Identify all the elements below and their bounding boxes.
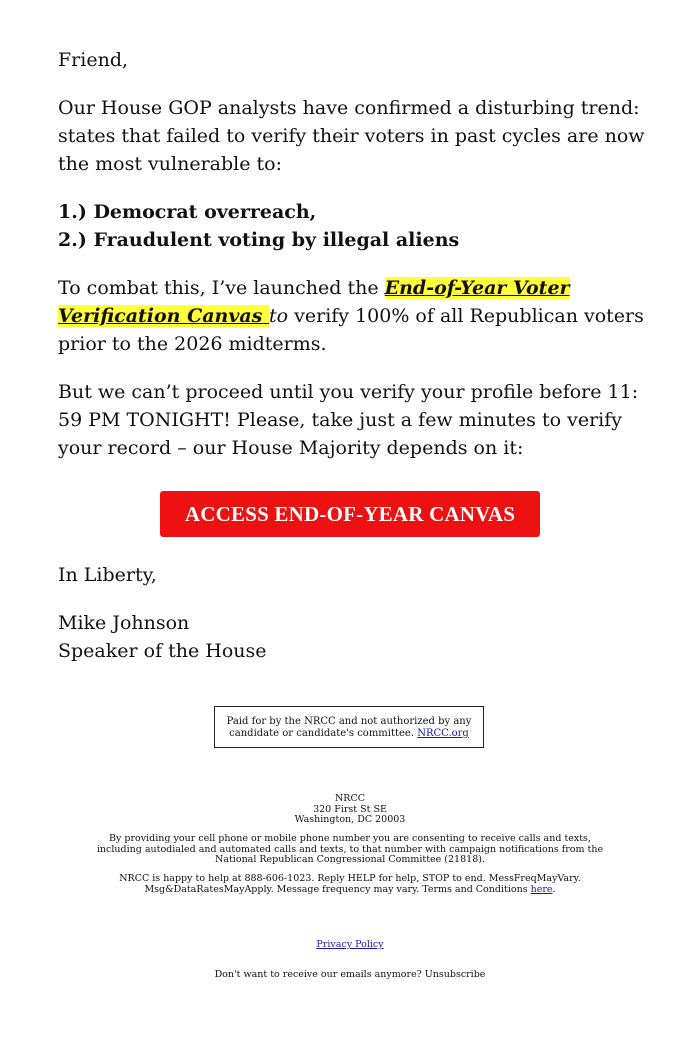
canvas-link[interactable]: End-of-Year Voter Verification Canvas <box>58 277 570 327</box>
signoff: In Liberty, <box>58 564 157 586</box>
terms-link[interactable]: here <box>530 883 553 895</box>
nrcc-org-link[interactable]: NRCC.org <box>417 728 469 739</box>
paid-for-disclaimer <box>214 706 484 748</box>
footer-help <box>90 874 610 895</box>
disclaimer-text: Paid for by the NRCC and not authorized by any candidate or candidate's committee. <box>226 716 472 739</box>
canvas-paragraph-italic: to <box>269 305 289 327</box>
footer-street: 320 First St SE <box>313 803 387 815</box>
access-canvas-button[interactable]: ACCESS END-OF-YEAR CANVAS <box>160 491 540 537</box>
list-item: 1.) Democrat overreach, <box>58 201 317 223</box>
canvas-paragraph-lead: To combat this, I’ve launched the <box>58 277 385 299</box>
signer-title: Speaker of the House <box>58 640 267 662</box>
canvas-paragraph <box>58 274 648 358</box>
help-text: NRCC is happy to help at 888-606-1023. Reply HELP for help, STOP to end. MessFreqMayVary. Msg&DataRatesMayApply. Message frequency may vary. Terms and Conditions <box>119 873 581 895</box>
cta-container <box>160 491 540 537</box>
intro-paragraph: Our House GOP analysts have confirmed a disturbing trend: states that failed to verify their voters in past cycles are now the most vulnerable to: <box>58 97 645 175</box>
threat-list <box>58 198 648 254</box>
greeting: Friend, <box>58 49 129 71</box>
closing <box>58 561 648 665</box>
footer-privacy <box>90 940 610 951</box>
privacy-policy-link[interactable]: Privacy Policy <box>316 939 384 950</box>
deadline-paragraph: But we can’t proceed until you verify your profile before 11: 59 PM TONIGHT! Please, take just a few minutes to verify your record – our House Majority depends on it: <box>58 381 639 459</box>
email-body <box>58 46 648 482</box>
help-end: . <box>552 883 556 895</box>
footer-org: NRCC <box>334 793 365 804</box>
footer-city: Washington, DC 20003 <box>294 814 406 825</box>
footer-consent: By providing your cell phone or mobile phone number you are consenting to receive calls and texts, including autodialed and automated calls and texts, to that number with campaign notifications from the National Republican Congressional Committee (21818). <box>96 833 604 865</box>
footer-unsubscribe[interactable]: Don't want to receive our emails anymore? Unsubscribe <box>214 969 486 980</box>
list-item: 2.) Fraudulent voting by illegal aliens <box>58 229 460 251</box>
canvas-paragraph-rest: verify 100% of all Republican voters prior to the 2026 midterms. <box>58 305 644 355</box>
footer-address <box>90 794 610 826</box>
signer-name: Mike Johnson <box>58 612 190 634</box>
